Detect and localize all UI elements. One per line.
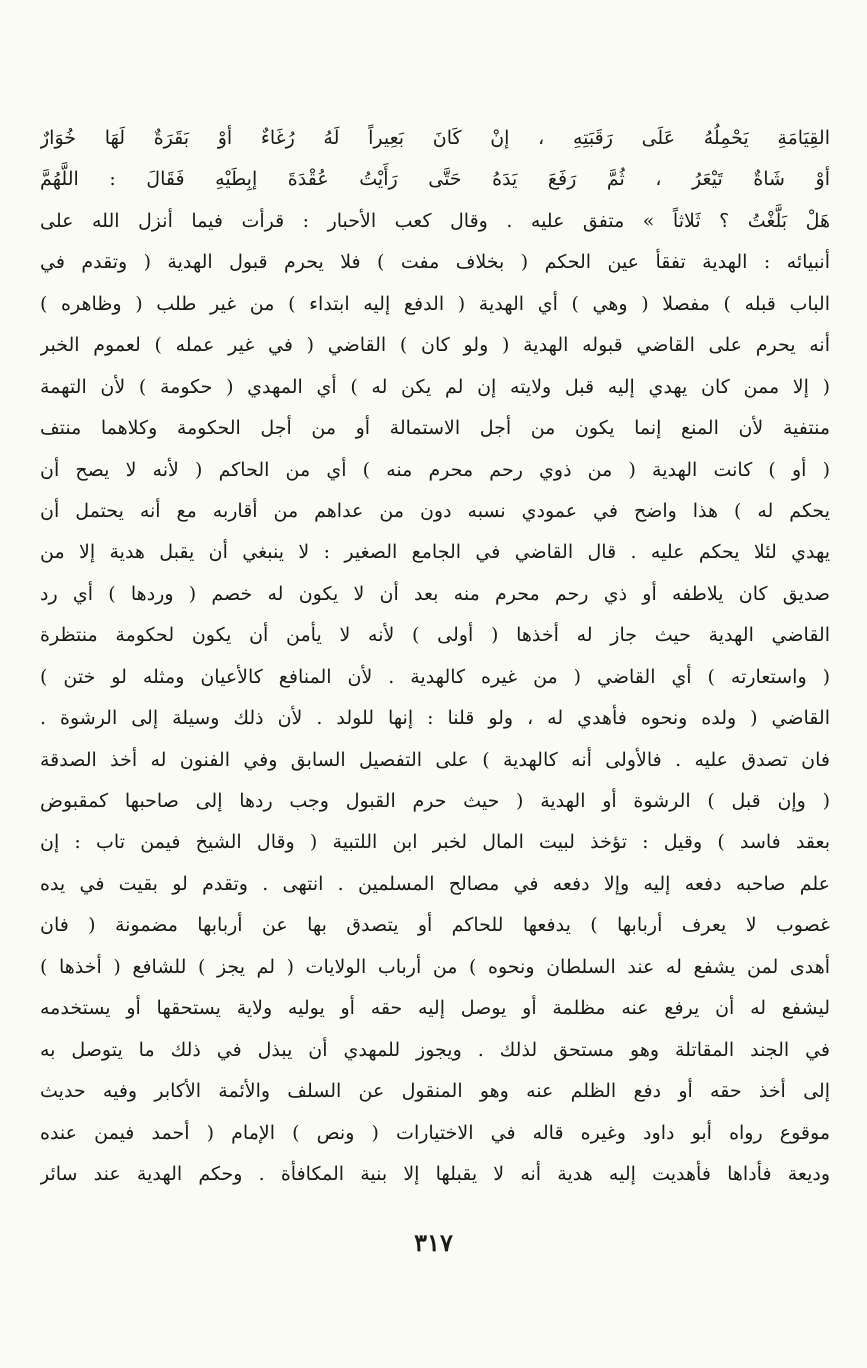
text-line: يحكم له ) هذا واضح في عمودي نسبه دون من عداهم من أقاربه مع أنه يحتمل أن: [40, 499, 830, 522]
text-line: أنبيائه : الهدية تفقأ عين الحكم ( بخلاف مفت ) فلا يحرم قبول الهدية ( وتقدم في: [40, 251, 830, 274]
text-line: ( وإن قبل ) الرشوة أو الهدية ( حيث حرم القبول وجب ردها إلى صاحبها كمقبوض: [40, 790, 830, 812]
text-line: علم صاحبه دفعه إليه وإلا دفعه في مصالح المسلمين . انتهى . وتقدم لو بقيت في يده: [40, 872, 830, 895]
text-line: القاضي الهدية حيث جاز له أخذها ( أولى ) لأنه لا يأمن أن يكون لحكومة منتظرة: [40, 624, 830, 647]
text-line: غصوب لا يعرف أربابها ) يدفعها للحاكم أو يتصدق بها عن أربابها مضمونة ( فان: [40, 914, 830, 937]
text-line: فان تصدق عليه . فالأولى أنه كالهدية ) على التفصيل السابق وفي الفنون له أخذ الصدقة: [40, 748, 830, 771]
text-line: القِيَامَةِ يَحْمِلُهُ عَلَى رَقَبَتِهِ ، إنْ كَانَ بَعِيراً لَهُ رُغَاءٌ أوْ بَقَرَةٌ لَهَا خُوَارٌ: [40, 127, 830, 149]
text-line: أنه يحرم على القاضي قبوله الهدية ( ولو كان ) القاضي ( في غير عمله ) لعموم الخبر: [40, 334, 830, 357]
text-line: أهدى لمن يشفع له عند السلطان ونحوه ) من أرباب الولايات ( لم يجز ) للشافع ( أخذها ): [40, 955, 830, 978]
page-number: ٣١٧: [414, 1228, 453, 1257]
text-line: أوْ شَاةٌ تَيْعَرُ ، ثُمَّ رَفَعَ يَدَهُ حَتَّى رَأَيْتُ عُقْدَةَ إبِطَيْهِ فَقَالَ : اللَّهُمَّ: [40, 168, 830, 191]
text-line: وديعة فأداها فأهديت إليه هدية أنه لا يقبلها إلا بنية المكافأة . وحكم الهدية عند سائر: [40, 1162, 830, 1185]
text-line: ليشفع له أن يرفع عنه مظلمة أو يوصل إليه حقه أو يوليه ولاية يستحقها أو يستخدمه: [40, 997, 830, 1020]
text-line: ( إلا ممن كان يهدي إليه قبل ولايته إن لم يكن له ) أي المهدي ( حكومة ) لأن التهمة: [40, 375, 830, 398]
text-line: منتفية لأن المنع إنما يكون من أجل الاستمالة أو من أجل الحكومة وكلاهما منتف: [40, 417, 830, 440]
text-line: ( أو ) كانت الهدية ( من ذوي رحم محرم منه ) أي من الحاكم ( لأنه لا يصح أن: [40, 458, 830, 481]
text-line: ( واستعارته ) أي القاضي ( من غيره كالهدية . لأن المنافع كالأعيان ومثله لو ختن ): [40, 665, 830, 688]
text-line: صديق كان يلاطفه أو ذي رحم محرم منه بعد أن لا يكون له خصم ( وردها ) أي رد: [40, 582, 830, 605]
text-line: إلى أخذ حقه أو دفع الظلم عنه وهو المنقول عن السلف والأئمة الأكابر وفيه حديث: [40, 1080, 830, 1103]
text-line: موقوع رواه أبو داود وغيره قاله في الاختيارات ( ونص ) الإمام ( أحمد فيمن عنده: [40, 1121, 830, 1144]
text-line: هَلْ بَلَّغْتُ ؟ ثَلاثاً » متفق عليه . وقال كعب الأحبار : قرأت فيما أنزل الله على: [40, 209, 830, 232]
text-line: يهدي لئلا يحكم عليه . قال القاضي في الجامع الصغير : لا ينبغي أن يقبل هدية إلا من: [40, 541, 830, 564]
text-line: القاضي ( ولده ونحوه فأهدي له ، ولو قلنا : إنها للولد . لأن ذلك وسيلة إلى الرشوة .: [40, 707, 830, 730]
text-line: الباب قبله ) مفصلا ( وهي ) أي الهدية ( الدفع إليه ابتداء ) من غير طلب ( وظاهره ): [40, 292, 830, 315]
text-line: بعقد فاسد ) وقيل : تؤخذ لبيت المال لخبر ابن اللتبية ( وقال الشيخ فيمن تاب : إن: [40, 831, 830, 854]
body-text: [40, 118, 830, 1195]
text-line: في الجند المقاتلة وهو مستحق لذلك . ويجوز للمهدي أن يبذل في ذلك ما يتوصل به: [40, 1038, 830, 1061]
